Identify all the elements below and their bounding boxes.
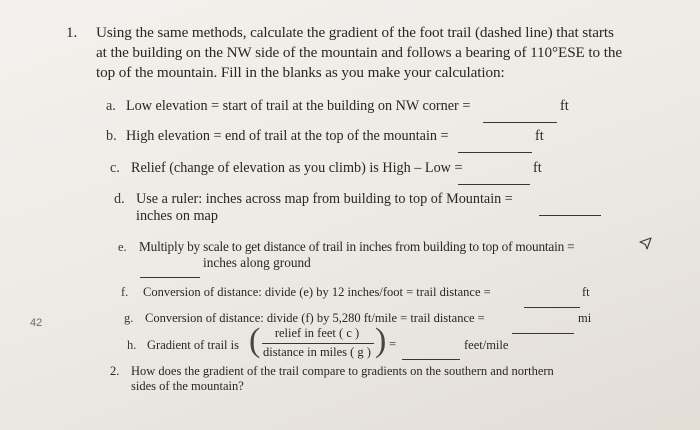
question-1-number: 1. <box>66 24 78 41</box>
right-parenthesis: ) <box>375 322 387 359</box>
equals-sign: = <box>389 337 397 351</box>
margin-page-number: 42 <box>30 317 43 329</box>
item-b-text: High elevation = end of trail at the top of the mountain = <box>126 128 449 144</box>
item-h-unit: feet/mile <box>464 338 509 352</box>
fraction-denominator: distance in miles ( g ) <box>263 345 371 359</box>
question-2-line-2: sides of the mountain? <box>131 379 244 393</box>
item-a-text: Low elevation = start of trail at the building on NW corner = <box>126 98 471 114</box>
item-h-text: Gradient of trail is <box>147 338 239 352</box>
item-d-text-2: inches on map <box>136 208 218 224</box>
item-c-answer-blank[interactable] <box>458 174 530 192</box>
item-f-label: f. <box>121 285 129 299</box>
question-1-line-1: Using the same methods, calculate the gradient of the foot trail (dashed line) that starts <box>96 24 614 41</box>
item-c-text: Relief (change of elevation as you climb) is High – Low = <box>131 160 463 176</box>
item-c-unit: ft <box>533 160 542 176</box>
question-2-number: 2. <box>110 364 120 378</box>
item-f-unit: ft <box>582 285 590 299</box>
item-g-unit: mi <box>578 311 592 325</box>
item-b-answer-blank[interactable] <box>458 142 532 160</box>
left-parenthesis: ( <box>249 322 261 359</box>
item-a-unit: ft <box>560 98 569 114</box>
item-d-answer-blank[interactable] <box>539 205 601 223</box>
item-b-label: b. <box>106 128 117 144</box>
item-b-unit: ft <box>535 128 544 144</box>
mouse-pointer-icon <box>638 236 654 257</box>
item-a-label: a. <box>106 98 116 114</box>
item-e-text-2: inches along ground <box>203 255 311 270</box>
question-1-line-3: top of the mountain. Fill in the blanks as you make your calculation: <box>96 64 505 81</box>
item-g-text: Conversion of distance: divide (f) by 5,280 ft/mile = trail distance = <box>145 311 485 325</box>
item-e-text: Multiply by scale to get distance of trail in inches from building to top of mountain = <box>139 239 575 254</box>
item-h-label: h. <box>127 338 137 352</box>
fraction-bar <box>262 343 374 344</box>
fraction-numerator: relief in feet ( c ) <box>274 326 360 340</box>
item-f-text: Conversion of distance: divide (e) by 12 inches/foot = trail distance = <box>143 285 491 299</box>
item-d-text: Use a ruler: inches across map from building to top of Mountain = <box>136 191 513 207</box>
item-e-answer-blank[interactable] <box>140 267 200 285</box>
item-a-answer-blank[interactable] <box>483 112 557 130</box>
question-1-line-2: at the building on the NW side of the mountain and follows a bearing of 110°ESE to the <box>96 44 622 61</box>
question-2-line-1: How does the gradient of the trail compare to gradients on the southern and northern <box>131 364 554 378</box>
item-d-label: d. <box>114 191 125 207</box>
item-c-label: c. <box>110 160 120 176</box>
item-f-answer-blank[interactable] <box>524 297 580 315</box>
item-g-label: g. <box>124 311 134 325</box>
item-e-label: e. <box>118 240 127 254</box>
item-g-answer-blank[interactable] <box>512 323 574 341</box>
